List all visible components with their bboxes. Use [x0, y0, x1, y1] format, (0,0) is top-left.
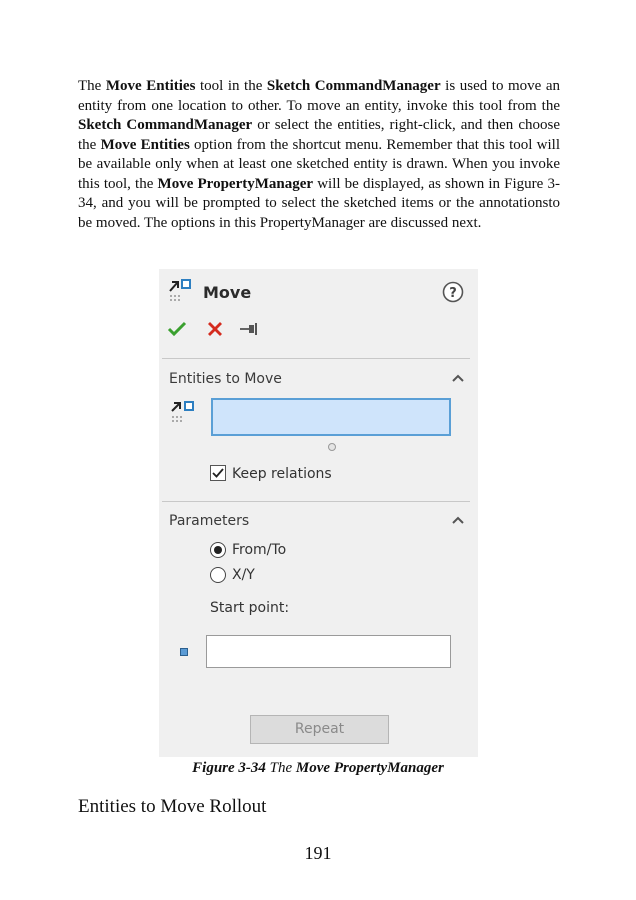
- resize-grip-icon[interactable]: [328, 443, 336, 451]
- ok-check-icon[interactable]: [167, 320, 187, 338]
- keep-relations-label: Keep relations: [232, 466, 332, 482]
- page-number: 191: [304, 843, 332, 863]
- pushpin-icon[interactable]: [239, 321, 261, 337]
- from-to-radio[interactable]: [210, 542, 226, 558]
- start-point-input[interactable]: [206, 635, 451, 668]
- help-icon[interactable]: [442, 281, 464, 303]
- body-paragraph: The Move Entities tool in the Sketch CommandManager is used to move an entity from one location to other. To move an entity, invoke this tool from the Sketch CommandManager or select the entities, right-click, and then choose the Move Entities option from the shortcut menu. Remember that this tool will be available only when at least one sketched entity is drawn. When you invoke this tool, the Move PropertyManager will be displayed, as shown in Figure 3-34, and you will be prompted to select the sketched items or the annotationsto be moved. The options in this PropertyManager are discussed next.: [78, 78, 561, 231]
- cancel-x-icon[interactable]: [207, 321, 223, 337]
- svg-text:?: ?: [449, 286, 457, 301]
- figure-caption: Figure 3-34 The Move PropertyManager: [192, 760, 444, 776]
- parameters-title: Parameters: [169, 513, 250, 529]
- section-heading: Entities to Move Rollout: [78, 796, 267, 817]
- chevron-up-icon[interactable]: [451, 373, 465, 383]
- entities-to-move-title: Entities to Move: [169, 371, 282, 387]
- xy-radio[interactable]: [210, 567, 226, 583]
- section-divider: [162, 501, 470, 502]
- point-icon: [180, 648, 188, 656]
- keep-relations-checkbox[interactable]: [210, 465, 226, 481]
- checkmark-icon: [211, 466, 225, 480]
- entities-selection-box[interactable]: [211, 398, 451, 436]
- section-divider: [162, 358, 470, 359]
- xy-label: X/Y: [232, 567, 255, 583]
- start-point-label: Start point:: [210, 600, 290, 616]
- move-property-manager: [159, 269, 478, 757]
- property-manager-title: Move: [203, 283, 252, 302]
- chevron-up-icon[interactable]: [451, 515, 465, 525]
- from-to-label: From/To: [232, 542, 287, 558]
- move-entities-icon: [167, 278, 197, 304]
- move-entities-icon: [169, 399, 199, 427]
- repeat-button[interactable]: Repeat: [250, 715, 389, 744]
